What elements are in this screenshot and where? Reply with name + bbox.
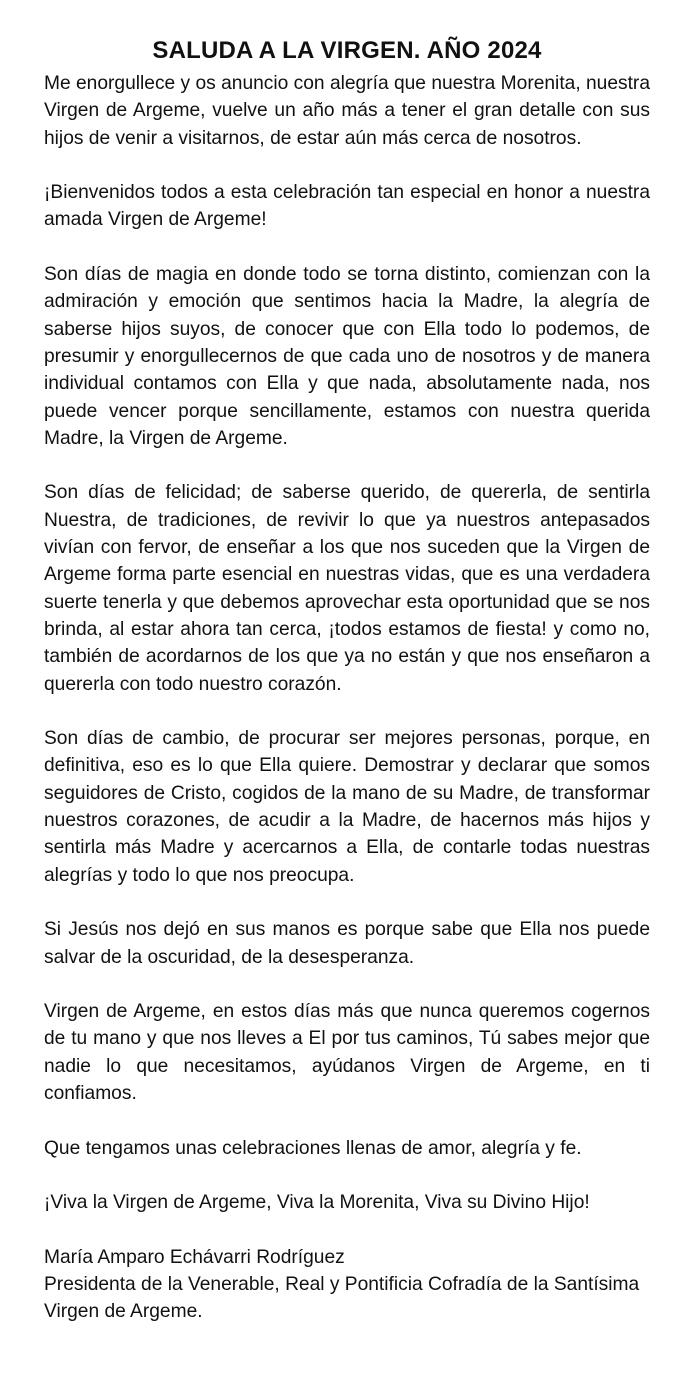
document-title: SALUDA A LA VIRGEN. AÑO 2024 xyxy=(152,37,542,64)
paragraph-days-of-magic: Son días de magia en donde todo se torna distinto, comienzan con la admiración y emoción que sentimos hacia la Madre, la alegría de saberse hijos suyos, de conocer que con Ella todo lo podemos, de presumir y enorgullecernos de que cada uno de nosotros y de manera individual contamos con Ella y que nada, absolutamente nada, nos puede vencer porque sencillamente, estamos con nuestra querida Madre, la Virgen de Argeme. xyxy=(44,264,650,449)
paragraph-celebrations-wish: Que tengamos unas celebraciones llenas de amor, alegría y fe. xyxy=(44,1137,582,1159)
paragraph-jesus: Si Jesús nos dejó en sus manos es porque sabe que Ella nos puede salvar de la oscuridad, de la desesperanza. xyxy=(44,919,650,968)
paragraph-prayer: Virgen de Argeme, en estos días más que nunca queremos cogernos de tu mano y que nos lleves a El por tus caminos, Tú sabes mejor que nadie lo que necesitamos, ayúdanos Virgen de Argeme, en ti confiamos. xyxy=(44,1001,650,1104)
signature-name: María Amparo Echávarri Rodríguez xyxy=(44,1246,345,1268)
signature-block xyxy=(44,1244,650,1326)
paragraph-cheer: ¡Viva la Virgen de Argeme, Viva la Morenita, Viva su Divino Hijo! xyxy=(44,1192,590,1214)
paragraph-days-of-change: Son días de cambio, de procurar ser mejores personas, porque, en definitiva, eso es lo que Ella quiere. Demostrar y declarar que somos seguidores de Cristo, cogidos de la mano de su Madre, de transformar nuestros corazones, de acudir a la Madre, de hacernos más hijos y sentirla más Madre y acercarnos a Ella, de contarle todas nuestras alegrías y todo lo que nos preocupa. xyxy=(44,728,650,886)
document-page xyxy=(44,34,650,1326)
paragraph-days-of-happiness: Son días de felicidad; de saberse querido, de quererla, de sentirla Nuestra, de tradiciones, de revivir lo que ya nuestros antepasados vivían con fervor, de enseñar a los que nos suceden que la Virgen de Argeme forma parte esencial en nuestras vidas, que es una verdadera suerte tenerla y que debemos aprovechar esta oportunidad que se nos brinda, al estar ahora tan cerca, ¡todos estamos de fiesta! y como no, también de acordarnos de los que ya no están y que nos enseñaron a quererla con todo nuestro corazón. xyxy=(44,482,650,695)
paragraph-welcome-announcement: Me enorgullece y os anuncio con alegría que nuestra Morenita, nuestra Virgen de Argeme, vuelve un año más a tener el gran detalle con sus hijos de venir a visitarnos, de estar aún más cerca de nosotros. xyxy=(44,73,650,149)
signature-role: Presidenta de la Venerable, Real y Pontificia Cofradía de la Santísima Virgen de Argeme. xyxy=(44,1274,640,1323)
paragraph-welcome: ¡Bienvenidos todos a esta celebración tan especial en honor a nuestra amada Virgen de Argeme! xyxy=(44,182,650,231)
